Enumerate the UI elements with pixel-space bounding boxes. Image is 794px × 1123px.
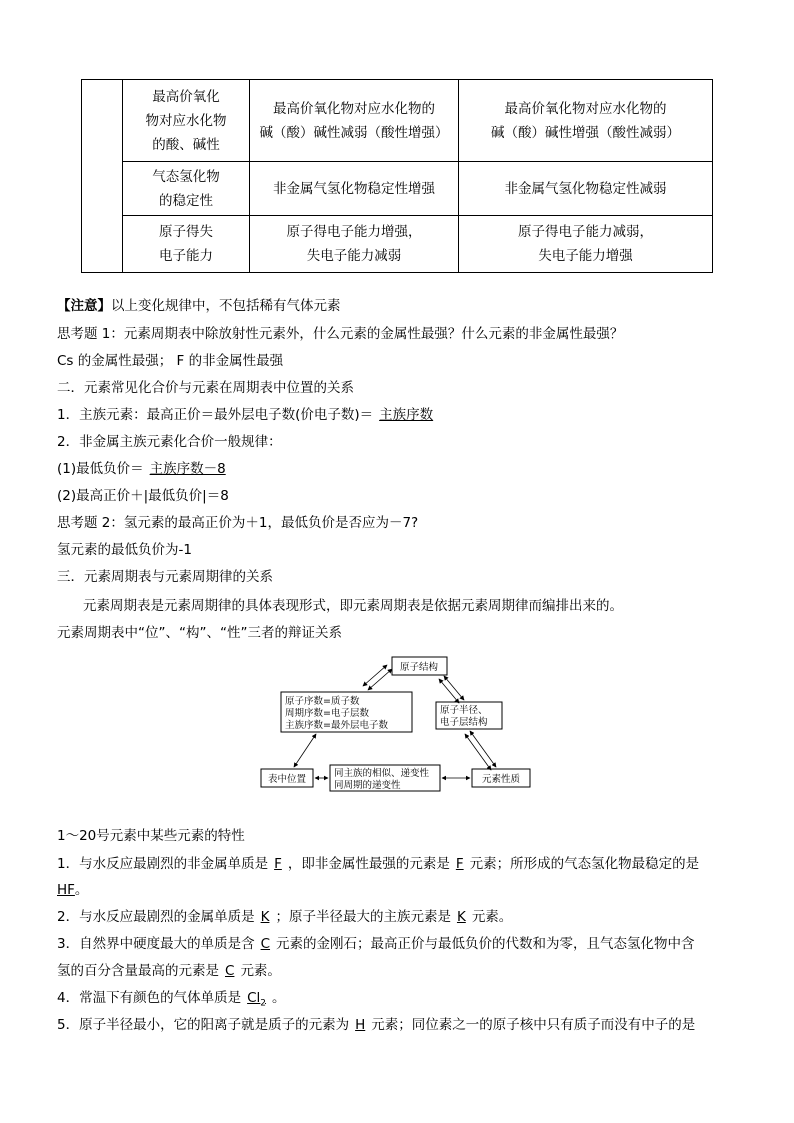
svg-text:元素性质: 元素性质 [481,774,521,785]
special-line-4: 4．常温下有颜色的气体单质是 $Cl_2$ 。 [57,990,286,1009]
section-2-title: 二．元素常见化合价与元素在周期表中位置的关系 [57,380,354,396]
relationship-diagram [258,654,534,792]
row-header: 气态氢化物 的稳定性 [123,162,250,216]
svg-text:周期序数=电子层数: 周期序数=电子层数 [285,708,369,719]
special-line-1: 1．与水反应最剧烈的非金属单质是 F ，即非金属性最强的元素是 F 元素；所形成的气态氢化物最稳定的是 [57,856,700,872]
table-cell: 最高价氧化物对应水化物的 碱（酸）碱性增强（酸性减弱） [459,80,713,162]
svg-text:电子层结构: 电子层结构 [440,717,488,728]
periodicity-box [330,765,440,791]
answer-1: Cs 的金属性最强； F 的非金属性最强 [57,353,284,369]
table-position-box [261,769,313,787]
rule-2: 2．非金属主族元素化合价一般规律： [57,434,282,450]
table-cell: 最高价氧化物对应水化物的 碱（酸）碱性减弱（酸性增强） [250,80,459,162]
special-line-3-cont: 氢的百分含量最高的元素是 C 元素。 [57,963,281,979]
row-header: 原子得失 电子能力 [123,216,250,273]
atomic-radius-box [436,702,502,729]
element-property-box [472,769,530,787]
comparison-table [81,79,713,273]
question-1: 思考题 1：元素周期表中除放射性元素外，什么元素的金属性最强？什么元素的非金属性最强？ [57,326,624,342]
rule-1: 1．主族元素：最高正价＝最外层电子数(价电子数)＝ 主族序数 [57,407,434,423]
note-line: 【注意】以上变化规律中，不包括稀有气体元素 [57,298,341,314]
table-cell: 非金属气氢化物稳定性增强 [250,162,459,216]
svg-text:主族序数=最外层电子数: 主族序数=最外层电子数 [285,720,388,731]
special-line-2: 2．与水反应最剧烈的金属单质是 K ；原子半径最大的主族元素是 K 元素。 [57,909,513,925]
section-3-paragraph: 元素周期表是元素周期律的具体表现形式，即元素周期表是依据元素周期律而编排出来的。 [83,598,623,614]
table-row [82,80,713,162]
special-title: 1～20号元素中某些元素的特性 [57,828,245,844]
svg-text:同周期的递变性: 同周期的递变性 [334,780,401,791]
section-3-title: 三．元素周期表与元素周期律的关系 [57,569,273,585]
rule-2-1: (1)最低负价＝ 主族序数－8 [57,461,226,477]
special-line-3: 3．自然界中硬度最大的单质是含 C 元素的金刚石；最高正价与最低负价的代数和为零，且气态氢化物中含 [57,936,695,952]
svg-text:同主族的相似、递变性: 同主族的相似、递变性 [334,768,430,779]
row-header: 最高价氧化 物对应水化物 的酸、碱性 [123,80,250,162]
special-line-1-cont: HF。 [57,882,89,898]
rule-2-2: (2)最高正价＋|最低负价|＝8 [57,488,229,504]
svg-text:表中位置: 表中位置 [267,774,307,785]
question-2: 思考题 2：氢元素的最高正价为＋1，最低负价是否应为－7? [57,515,419,531]
table-row [82,162,713,216]
atomic-structure-box [392,657,447,675]
answer-2: 氢元素的最低负价为-1 [57,542,192,558]
table-cell: 非金属气氢化物稳定性减弱 [459,162,713,216]
diagram-caption: 元素周期表中“位”、“构”、“性”三者的辩证关系 [57,625,342,641]
svg-text:原子序数=质子数: 原子序数=质子数 [285,696,360,707]
table-blank-cell [82,80,123,273]
svg-text:原子半径、: 原子半径、 [440,705,488,716]
table-cell: 原子得电子能力增强， 失电子能力减弱 [250,216,459,273]
table-row [82,216,713,273]
table-cell: 原子得电子能力减弱， 失电子能力增强 [459,216,713,273]
relations-box [281,692,412,732]
special-line-5: 5．原子半径最小，它的阳离子就是质子的元素为 H 元素；同位素之一的原子核中只有质子而没有中子的是 [57,1017,696,1033]
svg-text:原子结构: 原子结构 [399,662,439,673]
